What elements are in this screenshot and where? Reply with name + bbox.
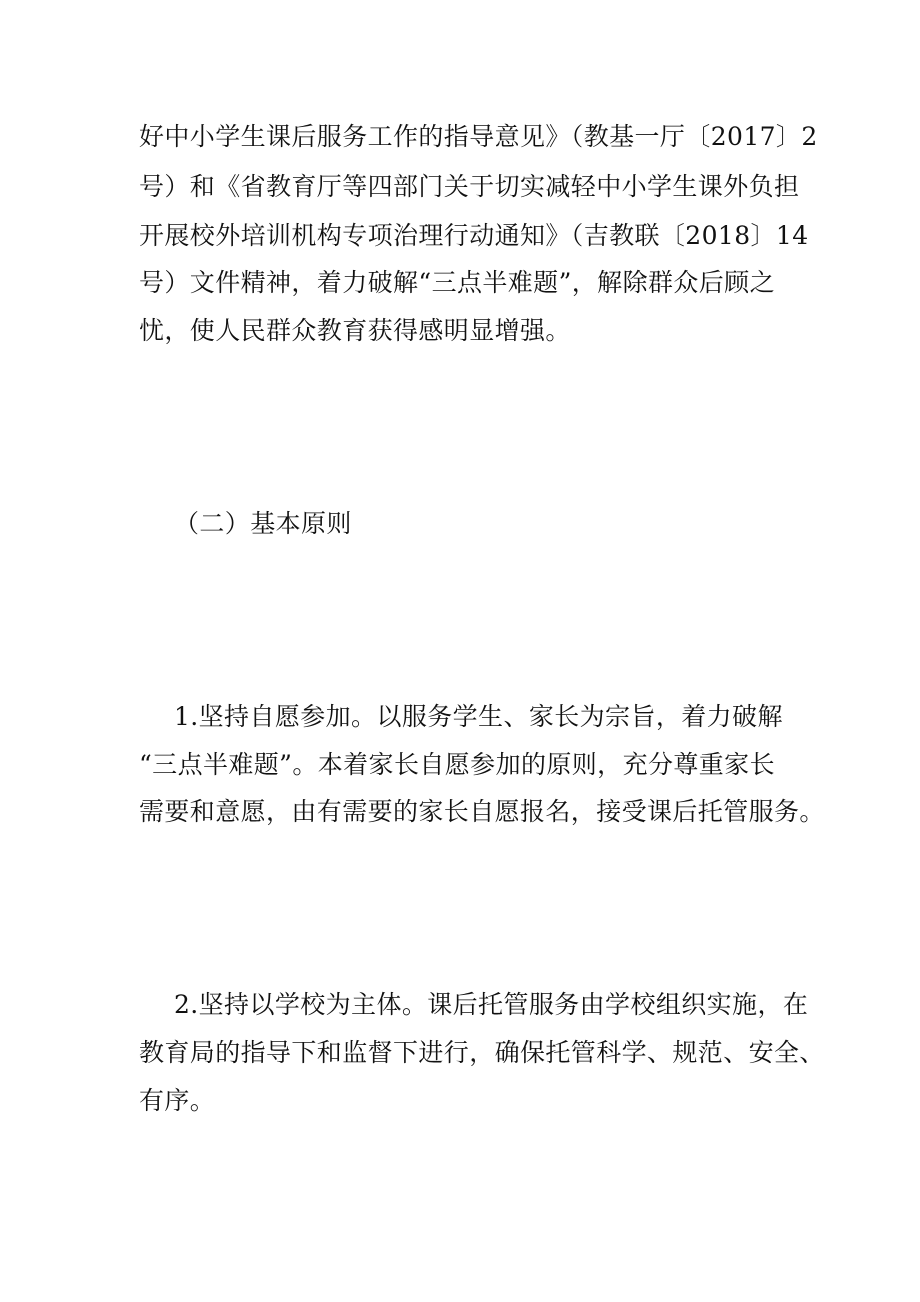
principle-1-line-3: 需要和意愿，由有需要的家长自愿报名，接受课后托管服务。 [139,797,825,826]
section-heading: （二）基本原则 [174,509,352,538]
principle-2-line-3: 有序。 [139,1086,216,1115]
intro-line-2: 号）和《省教育厅等四部门关于切实减轻中小学生课外负担 [139,172,800,201]
principle-2-line-2: 教育局的指导下和监督下进行，确保托管科学、规范、安全、 [139,1038,825,1067]
principle-1-line-1: 1.坚持自愿参加。以服务学生、家长为宗旨，着力破解 [174,702,783,731]
intro-line-4: 号）文件精神，着力破解“三点半难题”，解除群众后顾之 [139,268,775,297]
principle-1-line-2: “三点半难题”。本着家长自愿参加的原则，充分尊重家长 [139,750,775,779]
principle-2-line-1: 2.坚持以学校为主体。课后托管服务由学校组织实施，在 [174,990,809,1019]
intro-line-5: 忧，使人民群众教育获得感明显增强。 [139,316,571,345]
intro-line-1: 好中小学生课后服务工作的指导意见》（教基一厅〔2017〕2 [139,122,818,151]
intro-line-3: 开展校外培训机构专项治理行动通知》（吉教联〔2018〕14 [139,221,809,250]
